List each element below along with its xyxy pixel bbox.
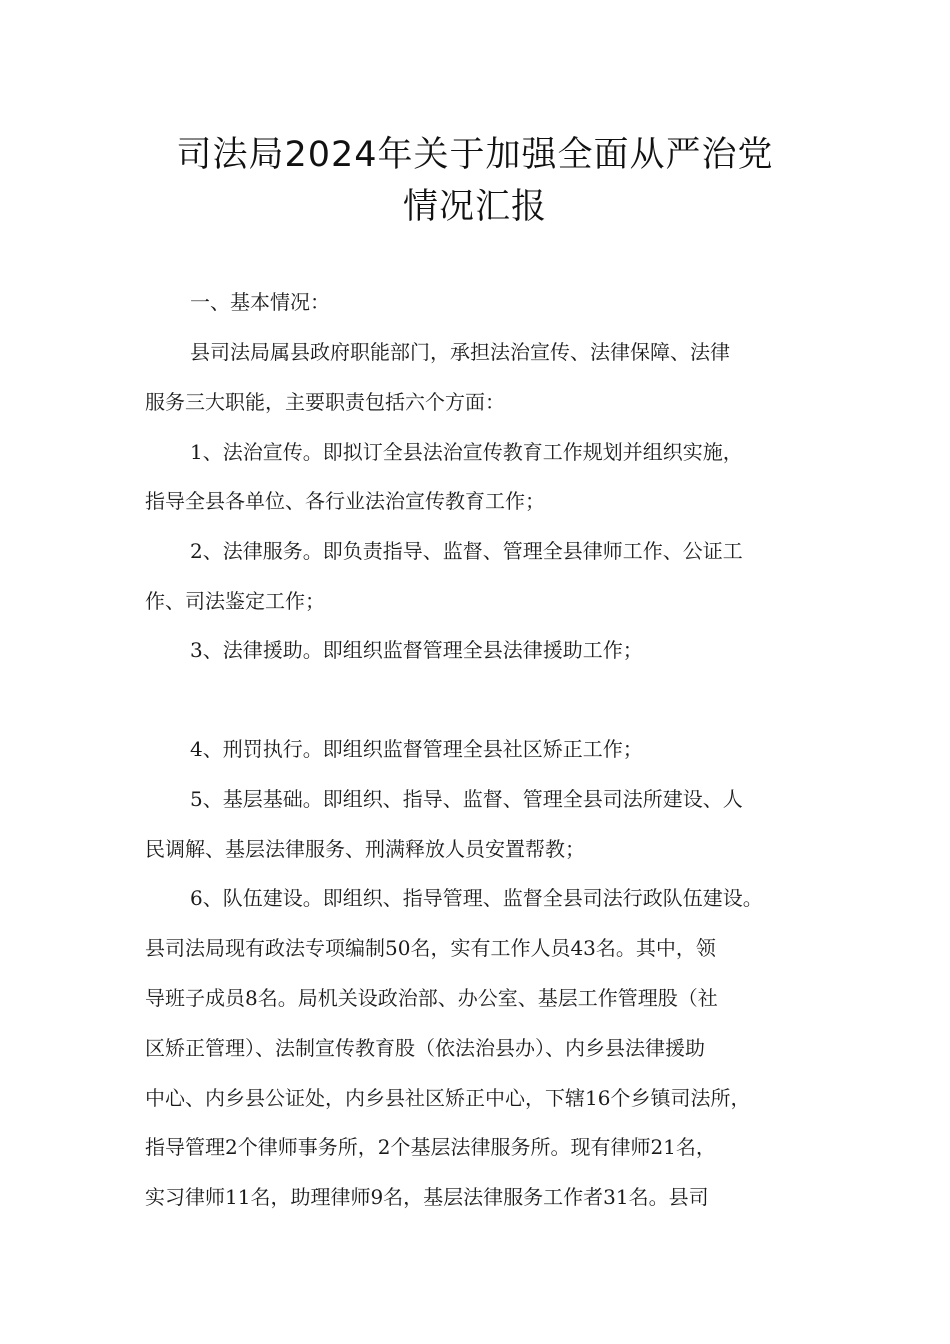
- paragraph-line: 指导管理2个律师事务所，2个基层法律服务所。现有律师21名，: [145, 1135, 716, 1159]
- paragraph-line: 作、司法鉴定工作；: [145, 589, 325, 613]
- paragraph-line: 导班子成员8名。局机关设政治部、办公室、基层工作管理股（社: [145, 986, 718, 1010]
- paragraph-line: 1、法治宣传。即拟订全县法治宣传教育工作规划并组织实施，: [190, 440, 743, 464]
- paragraph-line: 指导全县各单位、各行业法治宣传教育工作；: [145, 489, 545, 513]
- document-title-line-1: 司法局2024年关于加强全面从严治党: [176, 135, 774, 175]
- paragraph-line: 4、刑罚执行。即组织监督管理全县社区矫正工作；: [190, 737, 643, 761]
- paragraph-line: 6、队伍建设。即组织、指导管理、监督全县司法行政队伍建设。: [190, 886, 763, 910]
- paragraph-line: 中心、内乡县公证处，内乡县社区矫正中心，下辖16个乡镇司法所，: [145, 1086, 751, 1110]
- paragraph-line: 3、法律援助。即组织监督管理全县法律援助工作；: [190, 638, 643, 662]
- paragraph-line: 县司法局属县政府职能部门，承担法治宣传、法律保障、法律: [190, 340, 730, 364]
- paragraph-line: 5、基层基础。即组织、指导、监督、管理全县司法所建设、人: [190, 787, 743, 811]
- paragraph-line: 区矫正管理）、法制宣传教育股（依法治县办）、内乡县法律援助: [145, 1036, 705, 1060]
- paragraph-line: 2、法律服务。即负责指导、监督、管理全县律师工作、公证工: [190, 539, 743, 563]
- paragraph-line: 实习律师11名，助理律师9名，基层法律服务工作者31名。县司: [145, 1185, 709, 1209]
- paragraph-line: 县司法局现有政法专项编制50名，实有工作人员43名。其中，领: [145, 936, 716, 960]
- section-heading-basic-situation: 一、基本情况：: [190, 290, 330, 314]
- document-title-line-2: 情况汇报: [402, 187, 547, 227]
- paragraph-line: 服务三大职能，主要职责包括六个方面：: [145, 390, 505, 414]
- paragraph-line: 民调解、基层法律服务、刑满释放人员安置帮教；: [145, 837, 585, 861]
